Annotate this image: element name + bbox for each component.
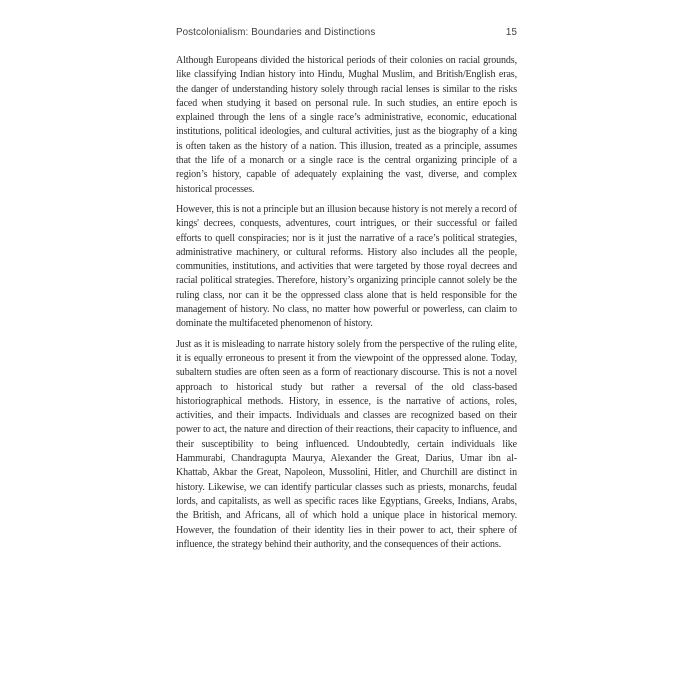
page-number: 15: [505, 27, 517, 38]
paragraph-subaltern-studies: Just as it is misleading to narrate history solely from the perspective of the ruling elite, it is equally erroneous to present it from the viewpoint of the oppressed alone. Today, subaltern studies are often seen as a form of reactionary discourse. This is not a novel approach to historical study but rather a reversal of the old class-based historiographical methods. History, in essence, is the narrative of actions, roles, activities, and their impacts. Individuals and classes are recognized based on their power to act, the nature and direction of their reactions, their capacity to influence, and their susceptibility to being influenced. Undoubtedly, certain individuals like Hammurabi, Chandragupta Maurya, Alexander the Great, Darius, Umar ibn al-Khattab, Akbar the Great, Napoleon, Mussolini, Hitler, and Churchill are distinct in history. Likewise, we can identify particular classes such as priests, monarchs, feudal lords, and capitalists, as well as specific races like Egyptians, Greeks, Indians, Arabs, the British, and Africans, all of which hold a unique place in historical memory. However, the foundation of their identity lies in their power to act, their sphere of influence, the strategy behind their authority, and the consequences of their actions.: [176, 338, 517, 550]
paragraph-european-periodization: Although Europeans divided the historical periods of their colonies on racial grounds, like classifying Indian history into Hindu, Mughal Muslim, and British/English eras, the danger of understanding history solely through racial lenses is similar to the risks faced when studying it based on personal rule. In such studies, an entire epoch is explained through the lens of a single race’s administrative, economic, educational institutions, political ideologies, and cultural activities, just as the biography of a king is often taken as the history of a nation. This illusion, treated as a principle, assumes that the life of a monarch or a single race is the central organizing principle of a region’s history, capable of adequately explaining the vast, diverse, and complex historical processes.: [176, 55, 517, 195]
page-header: [176, 27, 517, 38]
page-body: [176, 54, 517, 552]
running-head-title: Postcolonialism: Boundaries and Distinctions: [176, 27, 376, 38]
paragraph-principle-illusion: However, this is not a principle but an illusion because history is not merely a record of kings' decrees, conquests, adventures, court intrigues, or their successful or failed efforts to quell conspiracies; nor is it just the narrative of a race’s political strategies, administrative machinery, or cultural reforms. History also includes all the people, communities, institutions, and activities that were targeted by those royal decrees and racial political strategies. Therefore, history’s organizing principle cannot solely be the ruling class, nor can it be the oppressed class alone that is held responsible for the management of history. No class, no matter how powerful or powerless, can claim to dominate the multifaceted phenomenon of history.: [176, 203, 517, 330]
